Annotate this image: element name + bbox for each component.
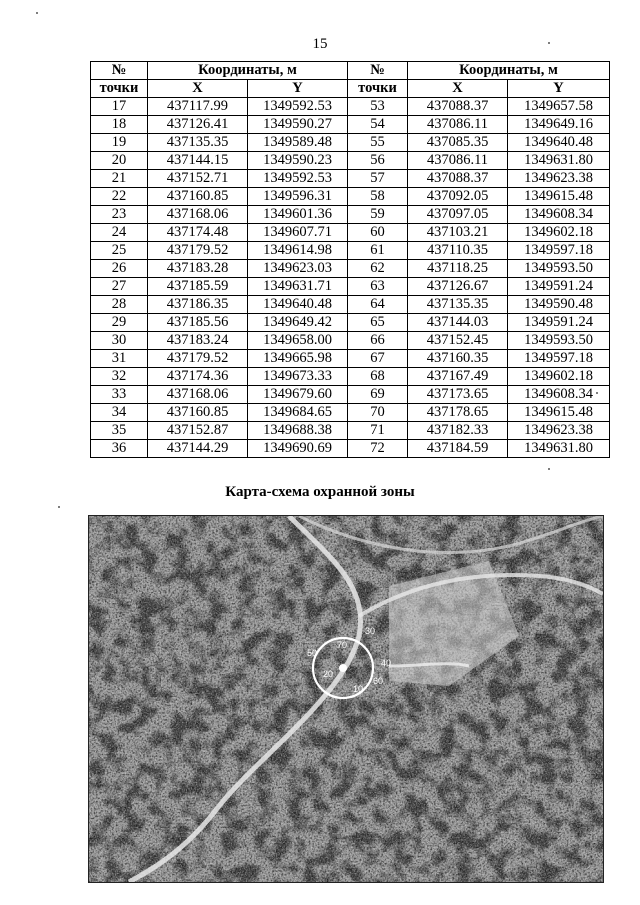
table-row [91, 350, 610, 368]
x-coordinate-cell: 437110.35 [408, 242, 508, 260]
coords-header-right: Координаты, м [408, 62, 610, 80]
scan-speck [58, 506, 60, 508]
num-header-left: № [91, 62, 148, 80]
y-coordinate-cell: 1349684.65 [248, 404, 348, 422]
scan-speck [548, 468, 550, 470]
point-number-cell: 63 [348, 278, 408, 296]
y-coordinate-cell: 1349597.18 [508, 350, 610, 368]
point-number-cell: 53 [348, 98, 408, 116]
x-coordinate-cell: 437135.35 [408, 296, 508, 314]
x-coordinate-cell: 437184.59 [408, 440, 508, 458]
y-coordinate-cell: 1349615.48 [508, 404, 610, 422]
x-header-left: X [148, 80, 248, 98]
x-coordinate-cell: 437086.11 [408, 116, 508, 134]
num-subheader-right: точки [348, 80, 408, 98]
y-coordinate-cell: 1349673.33 [248, 368, 348, 386]
table-row [91, 422, 610, 440]
y-coordinate-cell: 1349589.48 [248, 134, 348, 152]
y-coordinate-cell: 1349640.48 [248, 296, 348, 314]
point-number-cell: 25 [91, 242, 148, 260]
page-number: 15 [312, 36, 328, 52]
table-row [91, 296, 610, 314]
x-coordinate-cell: 437179.52 [148, 242, 248, 260]
point-number-cell: 33 [91, 386, 148, 404]
y-coordinate-cell: 1349592.53 [248, 170, 348, 188]
x-coordinate-cell: 437135.35 [148, 134, 248, 152]
x-coordinate-cell: 437085.35 [408, 134, 508, 152]
table-row [91, 242, 610, 260]
point-number-cell: 61 [348, 242, 408, 260]
point-number-cell: 69 [348, 386, 408, 404]
y-coordinate-cell: 1349590.27 [248, 116, 348, 134]
map-title: Карта-схема охранной зоны [225, 484, 415, 500]
point-number-cell: 60 [348, 224, 408, 242]
aerial-map [88, 515, 604, 883]
table-row [91, 440, 610, 458]
x-coordinate-cell: 437182.33 [408, 422, 508, 440]
point-number-cell: 57 [348, 170, 408, 188]
point-number-cell: 72 [348, 440, 408, 458]
point-number-cell: 68 [348, 368, 408, 386]
point-number-cell: 26 [91, 260, 148, 278]
point-number-cell: 66 [348, 332, 408, 350]
y-coordinate-cell: 1349590.48 [508, 296, 610, 314]
y-coordinate-cell: 1349607.71 [248, 224, 348, 242]
x-coordinate-cell: 437144.15 [148, 152, 248, 170]
table-row [91, 224, 610, 242]
point-number-cell: 23 [91, 206, 148, 224]
y-coordinate-cell: 1349679.60 [248, 386, 348, 404]
point-number-cell: 28 [91, 296, 148, 314]
num-header-right: № [348, 62, 408, 80]
point-number-cell: 31 [91, 350, 148, 368]
x-coordinate-cell: 437174.48 [148, 224, 248, 242]
y-coordinate-cell: 1349593.50 [508, 332, 610, 350]
y-coordinate-cell: 1349665.98 [248, 350, 348, 368]
y-header-right: Y [508, 80, 610, 98]
y-coordinate-cell: 1349590.23 [248, 152, 348, 170]
point-number-cell: 36 [91, 440, 148, 458]
x-coordinate-cell: 437168.06 [148, 206, 248, 224]
x-coordinate-cell: 437152.45 [408, 332, 508, 350]
map-point-label: 50 [307, 648, 318, 658]
x-coordinate-cell: 437088.37 [408, 170, 508, 188]
point-number-cell: 71 [348, 422, 408, 440]
point-number-cell: 70 [348, 404, 408, 422]
x-coordinate-cell: 437152.87 [148, 422, 248, 440]
x-coordinate-cell: 437117.99 [148, 98, 248, 116]
table-row [91, 116, 610, 134]
y-coordinate-cell: 1349593.50 [508, 260, 610, 278]
table-row [91, 134, 610, 152]
point-number-cell: 54 [348, 116, 408, 134]
map-point-label: 70 [337, 640, 348, 650]
y-coordinate-cell: 1349690.69 [248, 440, 348, 458]
y-coordinate-cell: 1349649.16 [508, 116, 610, 134]
x-coordinate-cell: 437160.85 [148, 404, 248, 422]
map-point-label: 60 [373, 676, 384, 686]
map-point-label: 40 [381, 658, 392, 668]
point-number-cell: 58 [348, 188, 408, 206]
y-coordinate-cell: 1349631.80 [508, 440, 610, 458]
point-number-cell: 64 [348, 296, 408, 314]
x-coordinate-cell: 437185.56 [148, 314, 248, 332]
y-coordinate-cell: 1349640.48 [508, 134, 610, 152]
point-number-cell: 29 [91, 314, 148, 332]
x-coordinate-cell: 437183.24 [148, 332, 248, 350]
protection-zone-center [339, 664, 347, 672]
point-number-cell: 32 [91, 368, 148, 386]
table-row [91, 152, 610, 170]
point-number-cell: 59 [348, 206, 408, 224]
y-coordinate-cell: 1349615.48 [508, 188, 610, 206]
y-coordinate-cell: 1349649.42 [248, 314, 348, 332]
map-point-label: 30 [365, 626, 376, 636]
y-coordinate-cell: 1349601.36 [248, 206, 348, 224]
y-coordinate-cell: 1349631.80 [508, 152, 610, 170]
y-coordinate-cell: 1349591.24 [508, 278, 610, 296]
x-coordinate-cell: 437126.41 [148, 116, 248, 134]
table-row [91, 188, 610, 206]
point-number-cell: 34 [91, 404, 148, 422]
x-coordinate-cell: 437186.35 [148, 296, 248, 314]
table-row [91, 332, 610, 350]
table-row [91, 314, 610, 332]
coordinates-table [90, 61, 610, 458]
x-header-right: X [408, 80, 508, 98]
highlight-texture [89, 516, 603, 882]
x-coordinate-cell: 437103.21 [408, 224, 508, 242]
table-row [91, 206, 610, 224]
map-point-label: 10 [353, 684, 364, 694]
num-subheader-left: точки [91, 80, 148, 98]
point-number-cell: 22 [91, 188, 148, 206]
y-coordinate-cell: 1349631.71 [248, 278, 348, 296]
x-coordinate-cell: 437097.05 [408, 206, 508, 224]
x-coordinate-cell: 437126.67 [408, 278, 508, 296]
point-number-cell: 18 [91, 116, 148, 134]
point-number-cell: 17 [91, 98, 148, 116]
x-coordinate-cell: 437178.65 [408, 404, 508, 422]
map-point-label: 20 [323, 669, 334, 679]
y-coordinate-cell: 1349597.18 [508, 242, 610, 260]
x-coordinate-cell: 437179.52 [148, 350, 248, 368]
x-coordinate-cell: 437088.37 [408, 98, 508, 116]
x-coordinate-cell: 437144.03 [408, 314, 508, 332]
y-header-left: Y [248, 80, 348, 98]
point-number-cell: 56 [348, 152, 408, 170]
y-coordinate-cell: 1349623.38 [508, 422, 610, 440]
scan-speck [548, 42, 550, 44]
table-row [91, 170, 610, 188]
y-coordinate-cell: 1349602.18 [508, 224, 610, 242]
table-row [91, 404, 610, 422]
point-number-cell: 27 [91, 278, 148, 296]
aerial-map-image [89, 516, 603, 882]
x-coordinate-cell: 437173.65 [408, 386, 508, 404]
table-row [91, 278, 610, 296]
y-coordinate-cell: 1349614.98 [248, 242, 348, 260]
scan-speck [36, 12, 38, 14]
point-number-cell: 62 [348, 260, 408, 278]
point-number-cell: 35 [91, 422, 148, 440]
x-coordinate-cell: 437167.49 [408, 368, 508, 386]
x-coordinate-cell: 437152.71 [148, 170, 248, 188]
y-coordinate-cell: 1349623.38 [508, 170, 610, 188]
y-coordinate-cell: 1349596.31 [248, 188, 348, 206]
y-coordinate-cell: 1349623.03 [248, 260, 348, 278]
table-row [91, 260, 610, 278]
y-coordinate-cell: 1349658.00 [248, 332, 348, 350]
scan-speck [596, 392, 598, 394]
point-number-cell: 55 [348, 134, 408, 152]
point-number-cell: 20 [91, 152, 148, 170]
x-coordinate-cell: 437092.05 [408, 188, 508, 206]
x-coordinate-cell: 437118.25 [408, 260, 508, 278]
point-number-cell: 67 [348, 350, 408, 368]
y-coordinate-cell: 1349592.53 [248, 98, 348, 116]
y-coordinate-cell: 1349688.38 [248, 422, 348, 440]
x-coordinate-cell: 437183.28 [148, 260, 248, 278]
y-coordinate-cell: 1349608.34 [508, 206, 610, 224]
x-coordinate-cell: 437144.29 [148, 440, 248, 458]
point-number-cell: 30 [91, 332, 148, 350]
point-number-cell: 19 [91, 134, 148, 152]
table-row [91, 368, 610, 386]
y-coordinate-cell: 1349591.24 [508, 314, 610, 332]
y-coordinate-cell: 1349657.58 [508, 98, 610, 116]
x-coordinate-cell: 437160.85 [148, 188, 248, 206]
point-number-cell: 21 [91, 170, 148, 188]
x-coordinate-cell: 437185.59 [148, 278, 248, 296]
point-number-cell: 24 [91, 224, 148, 242]
coords-header-left: Координаты, м [148, 62, 348, 80]
table-row [91, 98, 610, 116]
point-number-cell: 65 [348, 314, 408, 332]
y-coordinate-cell: 1349608.34 [508, 386, 610, 404]
y-coordinate-cell: 1349602.18 [508, 368, 610, 386]
x-coordinate-cell: 437160.35 [408, 350, 508, 368]
x-coordinate-cell: 437174.36 [148, 368, 248, 386]
table-body [91, 98, 610, 458]
table-row [91, 386, 610, 404]
x-coordinate-cell: 437086.11 [408, 152, 508, 170]
x-coordinate-cell: 437168.06 [148, 386, 248, 404]
